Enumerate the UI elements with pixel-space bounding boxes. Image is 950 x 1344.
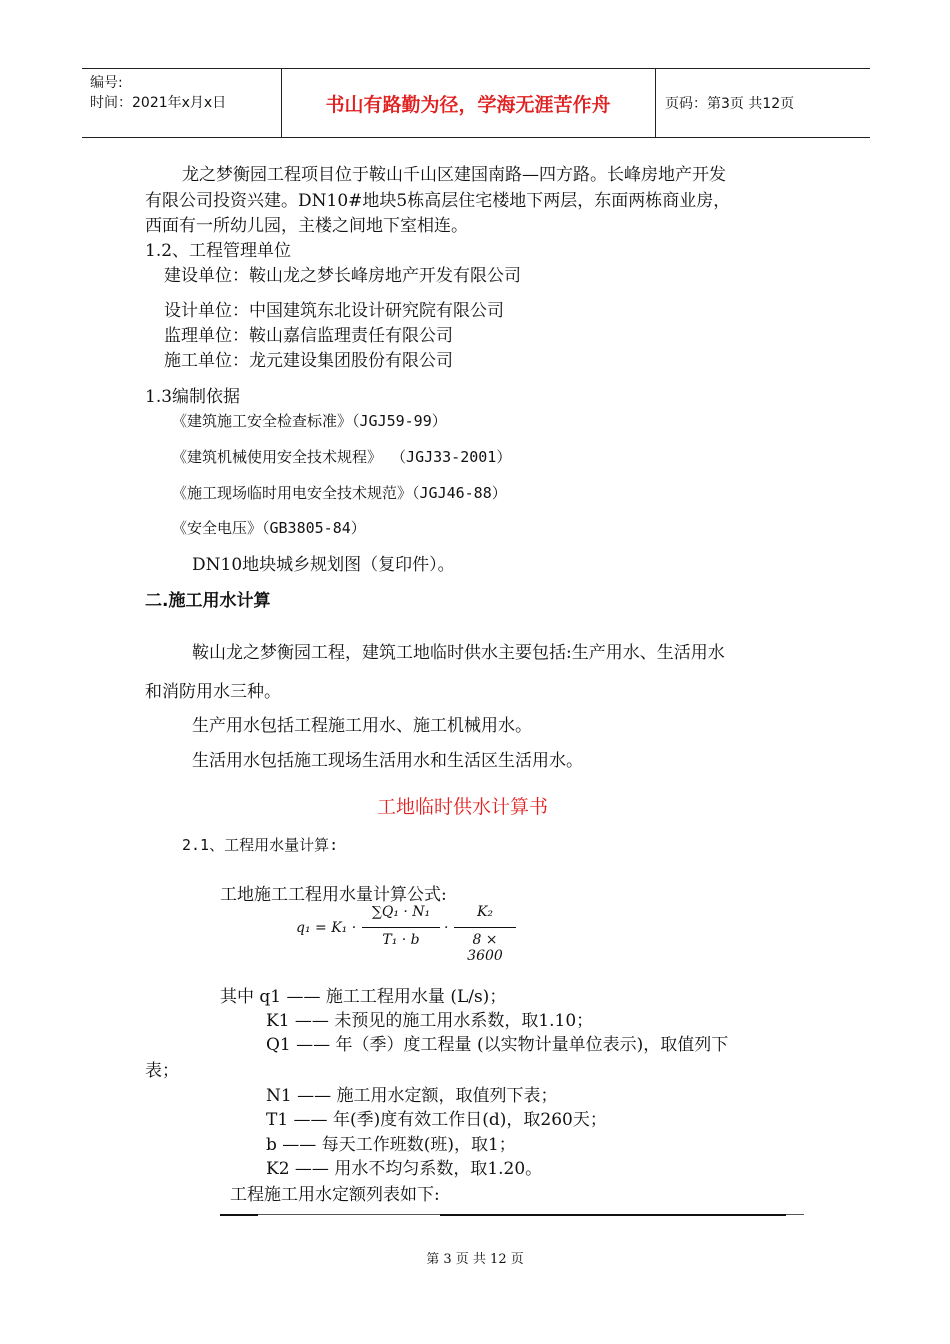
where-Q1: Q1 —— 年（季）度工程量 (以实物计量单位表示)，取值列下 [266, 1035, 729, 1055]
where-q1: 其中 q1 —— 施工工程用水量 (L/s)； [220, 987, 507, 1007]
formula-denominator-2: 8 × 3600 [467, 932, 503, 964]
section-2-1-heading: 2.1、工程用水量计算: [182, 836, 339, 854]
table-rule-mid [258, 1214, 440, 1216]
table-rule-right [440, 1214, 786, 1217]
calculation-title: 工地临时供水计算书 [377, 796, 549, 818]
formula-numerator-1: ∑Q₁ · N₁ [371, 904, 431, 920]
reference-2: 《建筑机械使用安全技术规程》 （JGJ33-2001） [172, 448, 512, 466]
production-water-line: 生产用水包括工程施工用水、施工机械用水。 [192, 716, 532, 736]
where-N1: N1 —— 施工用水定额，取值列下表； [266, 1086, 558, 1106]
living-water-line: 生活用水包括施工现场生活用水和生活区生活用水。 [192, 751, 583, 771]
formula-intro: 工地施工工程用水量计算公式: [220, 885, 447, 905]
unit-supervise: 监理单位：鞍山嘉信监理责任有限公司 [164, 326, 453, 346]
where-Q1-continued: 表； [145, 1061, 179, 1081]
reference-3: 《施工现场临时用电安全技术规范》（JGJ46-88） [172, 484, 507, 502]
reference-4: 《安全电压》（GB3805-84） [172, 519, 366, 537]
table-intro: 工程施工用水定额列表如下: [230, 1185, 440, 1205]
unit-build: 建设单位：鞍山龙之梦长峰房地产开发有限公司 [164, 266, 521, 286]
water-paragraph-line-2: 和消防用水三种。 [145, 682, 281, 702]
formula-fraction-bar-2 [454, 927, 516, 928]
number-label: 编号: [90, 75, 123, 91]
where-T1: T1 —— 年(季)度有效工作日(d)，取260天； [266, 1110, 607, 1130]
reference-5: DN10地块城乡规划图（复印件）。 [192, 555, 455, 575]
water-paragraph-line-1: 鞍山龙之梦衡园工程，建筑工地临时供水主要包括:生产用水、生活用水 [192, 643, 725, 663]
section-1-2-heading: 1.2、工程管理单位 [145, 241, 292, 261]
header-meta [90, 73, 226, 113]
where-K2: K2 —— 用水不均匀系数，取1.20。 [266, 1159, 543, 1179]
intro-line-3: 西面有一所幼儿园，主楼之间地下室相连。 [145, 216, 468, 236]
unit-design: 设计单位：中国建筑东北设计研究院有限公司 [164, 301, 504, 321]
formula-numerator-2: K₂ [476, 904, 494, 920]
table-rule-end [786, 1214, 804, 1216]
water-formula [296, 904, 516, 964]
time-label: 时间：2021年x月x日 [90, 95, 227, 111]
header-divider-right [655, 69, 656, 137]
section-2-heading: 二.施工用水计算 [145, 591, 271, 611]
formula-dot: · [444, 920, 449, 936]
intro-line-1: 龙之梦衡园工程项目位于鞍山千山区建国南路—四方路。长峰房地产开发 [182, 165, 726, 185]
reference-1: 《建筑施工安全检查标准》（JGJ59-99） [172, 412, 447, 430]
formula-denominator-1: T₁ · b [382, 932, 420, 948]
header-page-label: 页码：第3页 共12页 [665, 96, 795, 112]
where-k1: K1 —— 未预见的施工用水系数，取1.10； [266, 1011, 594, 1031]
where-b: b —— 每天工作班数(班)，取1； [266, 1135, 516, 1155]
page-footer: 第 3 页 共 12 页 [426, 1252, 524, 1267]
table-rule-left [220, 1214, 258, 1217]
formula-lhs: q₁ = K₁ · [296, 920, 357, 936]
intro-line-2: 有限公司投资兴建。DN10#地块5栋高层住宅楼地下两层，东面两栋商业房， [145, 191, 731, 211]
page-header [82, 68, 870, 138]
section-1-3-heading: 1.3编制依据 [145, 387, 241, 407]
formula-fraction-bar-1 [362, 927, 440, 928]
unit-construct: 施工单位：龙元建设集团股份有限公司 [164, 351, 453, 371]
header-motto: 书山有路勤为径，学海无涯苦作舟 [325, 93, 611, 116]
